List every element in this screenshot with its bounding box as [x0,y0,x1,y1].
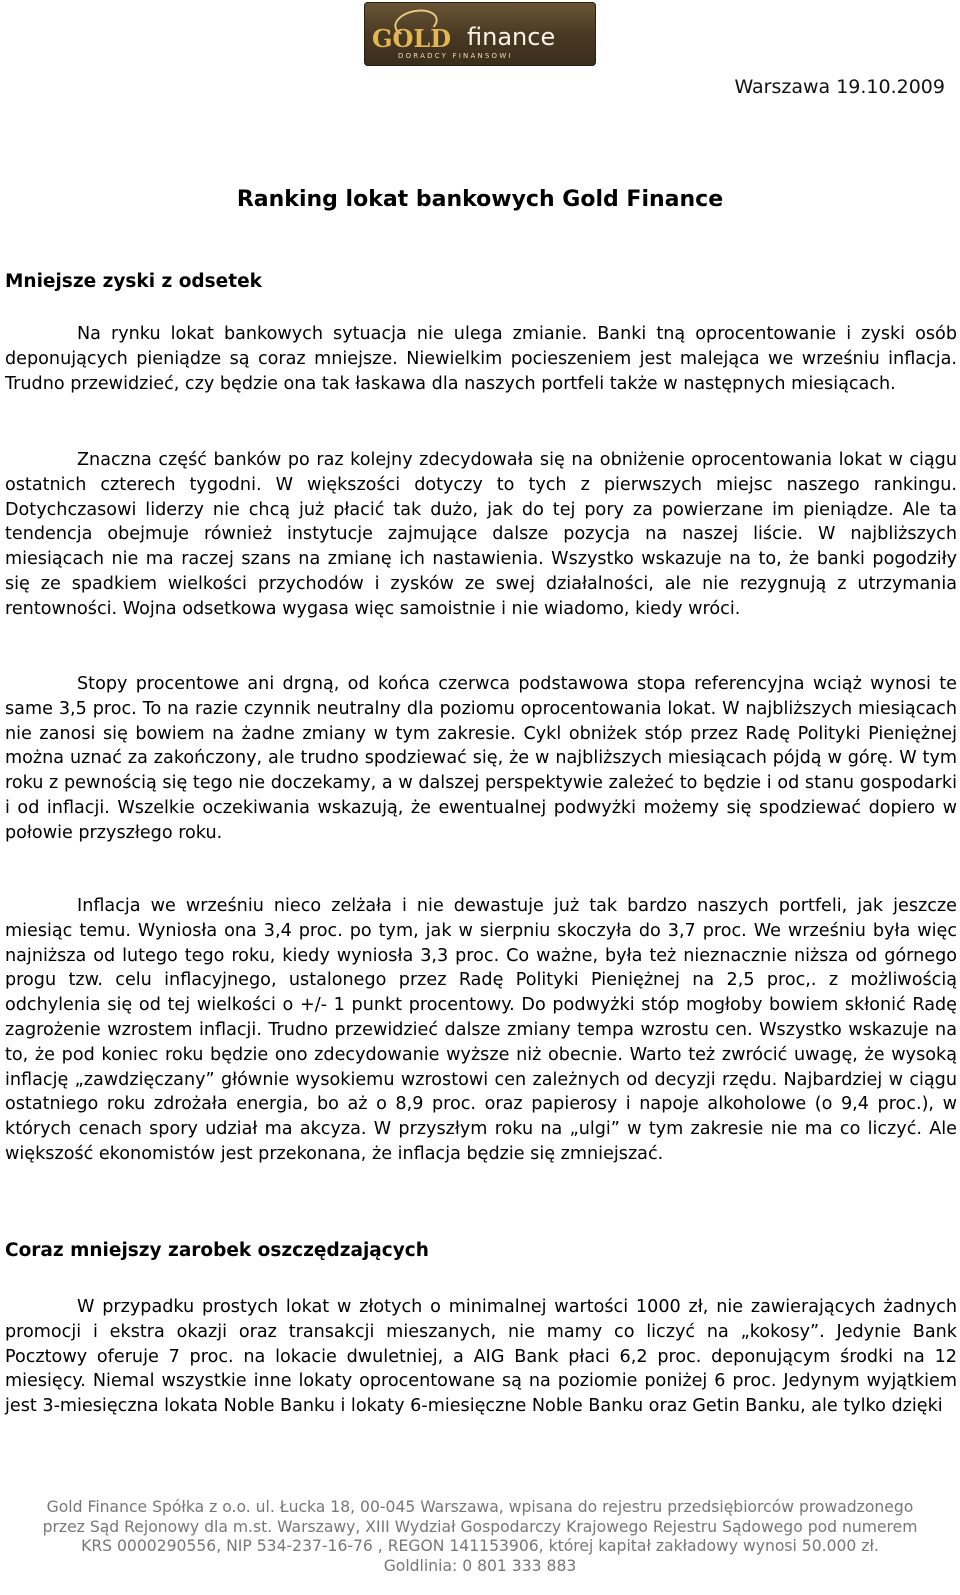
logo-gold-text: GOLD [372,24,452,53]
logo-finance-text: finance [467,23,556,51]
gold-finance-logo [364,2,596,66]
section-heading: Mniejsze zyski z odsetek [5,271,262,292]
document-date: Warszawa 19.10.2009 [734,76,945,98]
footer-hotline: Goldlinia: 0 801 333 883 [383,1556,577,1575]
paragraph: Stopy procentowe ani drgną, od końca czerwca podstawowa stopa referencyjna wciąż wynosi te same 3,5 proc. To na razie czynnik neutralny dla poziomu oprocentowania lokat. W najbliższych miesiącach nie zanosi się bowiem na żadne zmiany w tym zakresie. Cykl obniżek stóp przez Radę Polityki Pieniężnej można uznać za zakończony, ale trudno spodziewać się, że w najbliższych miesiącach pójdą w górę. W tym roku z pewnością się tego nie doczekamy, a w dalszej perspektywie zależeć to będzie i od stanu gospodarki i od inflacji. Wszelkie oczekiwania wskazują, że ewentualnej podwyżki możemy się spodziewać dopiero w połowie przyszłego roku. [5,674,957,843]
paragraph: W przypadku prostych lokat w złotych o minimalnej wartości 1000 zł, nie zawierających żadnych promocji i ekstra okazji oraz transakcji mieszanych, nie mamy co liczyć na „kokosy”. Jedynie Bank Pocztowy oferuje 7 proc. na lokacie dwuletniej, a AIG Bank płaci 6,2 proc. deponującym środki na 12 miesięcy. Niemal wszystkie inne lokaty oprocentowane są na poziomie poniżej 6 proc. Jedynym wyjątkiem jest 3-miesięczna lokata Noble Banku i lokaty 6-miesięczne Noble Banku oraz Getin Banku, ale tylko dzięki [5,1297,957,1417]
section-heading: Coraz mniejszy zarobek oszczędzających [5,1240,429,1261]
company-footer [0,1498,960,1576]
footer-line: KRS 0000290556, NIP 534-237-16-76 , REGON 141153906, której kapitał zakładowy wynosi 50.000 zł. [81,1537,879,1556]
logo-tagline: DORADCY FINANSOWI [398,52,513,60]
footer-line: Gold Finance Spółka z o.o. ul. Łucka 18, 00-045 Warszawa, wpisana do rejestru przedsiębiorców prowadzonego [46,1498,914,1516]
paragraph: Znaczna część banków po raz kolejny zdecydowała się na obniżenie oprocentowania lokat w ciągu ostatnich czterech tygodni. W większości dotyczy to tych z pierwszych miejsc naszego rankingu. Dotychczasowi liderzy nie chcą już płacić tak dużo, jak do tej pory za powierzane im pieniądze. Ale ta tendencja obejmuje również instytucje zajmujące dalsze pozycja na naszej liście. W najbliższych miesiącach nie ma raczej szans na zmianę ich nastawienia. Wszystko wskazuje na to, że banki pogodziły się ze spadkiem wielkości przychodów i zysków ze swej działalności, ale nie rezygnują z utrzymania rentowności. Wojna odsetkowa wygasa więc samoistnie i nie wiadomo, kiedy wróci. [5,450,957,619]
footer-line: przez Sąd Rejonowy dla m.st. Warszawy, XIII Wydział Gospodarczy Krajowego Rejestru Sądowego pod numerem [42,1517,918,1536]
paragraph: Na rynku lokat bankowych sytuacja nie ulega zmianie. Banki tną oprocentowanie i zyski osób deponujących pieniądze są coraz mniejsze. Niewielkim pocieszeniem jest malejąca we wrześniu inflacja. Trudno przewidzieć, czy będzie ona tak łaskawa dla naszych portfeli także w następnych miesiącach. [5,324,957,394]
paragraph: Inflacja we wrześniu nieco zelżała i nie dewastuje już tak bardzo naszych portfeli, jak jeszcze miesiąc temu. Wyniosła ona 3,4 proc. po tym, jak w sierpniu skoczyła do 3,7 proc. We wrześniu była więc najniższa od lutego tego roku, kiedy wyniosła 3,3 proc. Co ważne, była też nieznacznie niższa od górnego progu tzw. celu inflacyjnego, ustalonego przez Radę Polityki Pieniężnej na 2,5 proc,. z możliwością odchylenia się od tej wielkości o +/- 1 punkt procentowy. Do podwyżki stóp mogłoby bowiem skłonić Radę zagrożenie wzrostem inflacji. Trudno przewidzieć dalsze zmiany tempa wzrostu cen. Wszystko wskazuje na to, że pod koniec roku będzie ono zdecydowanie wyższe niż obecnie. Warto też zwrócić uwagę, że wysoką inflację „zawdzięczany” głównie wysokiemu wzrostowi cen zależnych od decyzji rzędu. Najbardziej w ciągu ostatniego roku zdrożała energia, bo aż o 8,9 proc. oraz papierosy i napoje alkoholowe (o 9,4 proc.), w których cenach spory udział ma akcyza. W przyszłym roku na „ulgi” w tym zakresie nie ma co liczyć. Ale większość ekonomistów jest przekonana, że inflacja będzie się zmniejszać. [5,896,957,1164]
document-title: Ranking lokat bankowych Gold Finance [236,187,724,212]
